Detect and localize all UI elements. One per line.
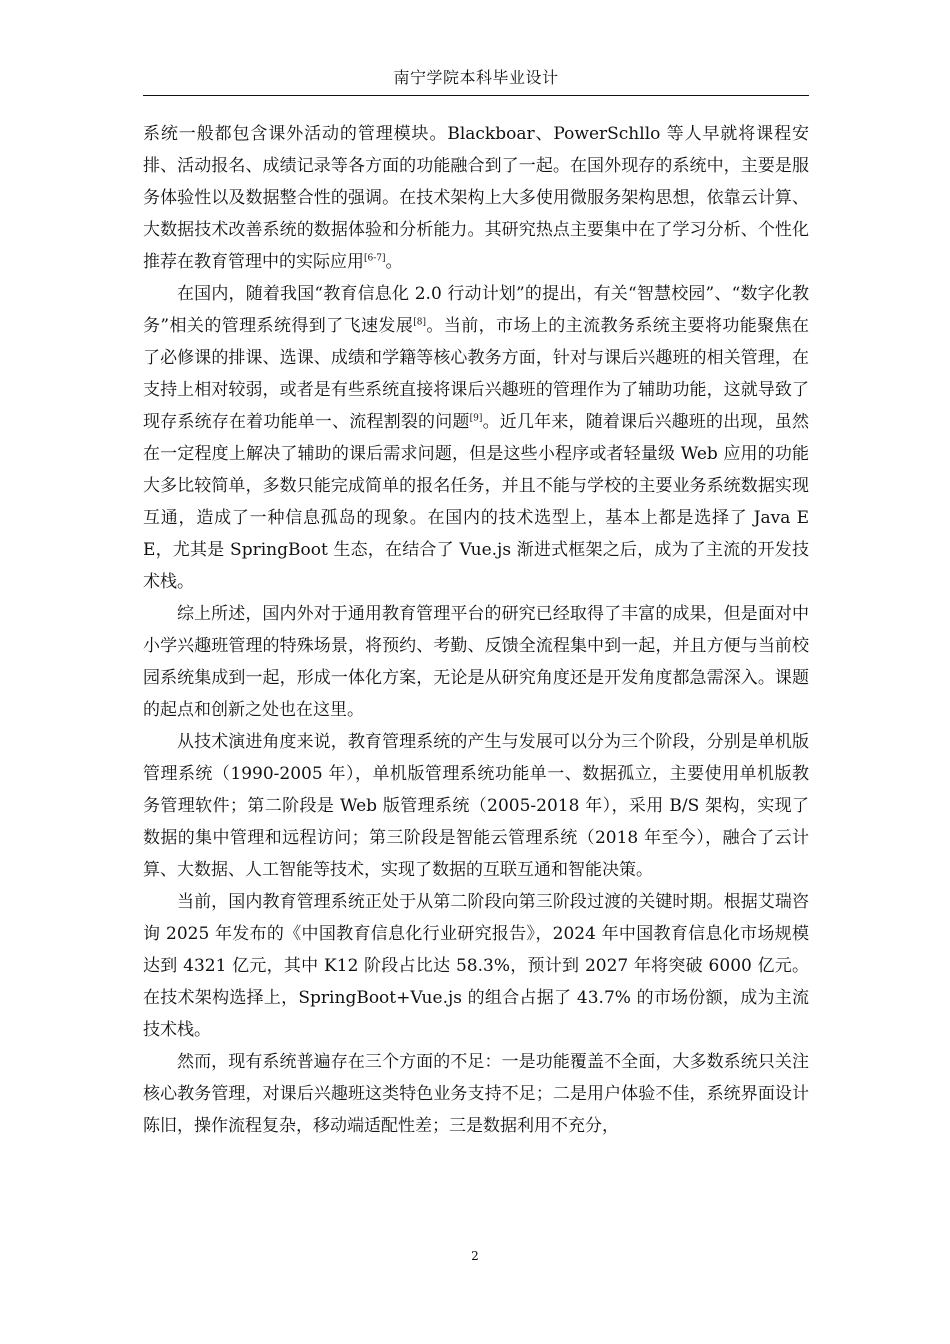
paragraph-text: 系统一般都包含课外活动的管理模块。Blackboar、PowerSchllo 等人早就将课程安排、活动报名、成绩记录等各方面的功能融合到了一起。在国外现存的系统中，主要是服务体验性以及数据整合性的强调。在技术架构上大多使用微服务架构思想，依靠云计算、大数据技术改善系统的数据体验和分析能力。其研究热点主要集中在了学习分析、个性化推荐在教育管理中的实际应用 xyxy=(143,124,809,272)
paragraph-text: 。近几年来，随着课后兴趣班的出现，虽然在一定程度上解决了辅助的课后需求问题，但是这些小程序或者轻量级 Web 应用的功能大多比较简单，多数只能完成简单的报名任务，并且不能与学校的主要业务系统数据实现互通，造成了一种信息孤岛的现象。在国内的技术选型上，基本上都是选择了 Java EE，尤其是 SpringBoot 生态，在结合了 Vue.js 渐进式框架之后，成为了主流的开发技术栈。 xyxy=(143,412,809,592)
paragraph-text: 。 xyxy=(385,252,403,272)
paragraph xyxy=(143,118,809,278)
citation-ref: [8] xyxy=(413,317,426,328)
paragraph xyxy=(143,1046,809,1142)
citation-ref: [9] xyxy=(469,413,483,424)
paragraph-text: 当前，国内教育管理系统正处于从第二阶段向第三阶段过渡的关键时期。根据艾瑞咨询 2025 年发布的《中国教育信息化行业研究报告》，2024 年中国教育信息化市场规模达到 4321 亿元，其中 K12 阶段占比达 58.3%，预计到 2027 年将突破 6000 亿元。在技术架构选择上，SpringBoot+Vue.js 的组合占据了 43.7% 的市场份额，成为主流技术栈。 xyxy=(143,892,809,1040)
paragraph-text: 。当前，市场上的主流教务系统主要将功能聚焦在了必修课的排课、选课、成绩和学籍等核心教务方面，针对与课后兴趣班的相关管理，在支持上相对较弱，或者是有些系统直接将课后兴趣班的管理作为了辅助功能，这就导致了现存系统存在着功能单一、流程割裂的问题 xyxy=(143,316,809,432)
paragraph-text: 从技术演进角度来说，教育管理系统的产生与发展可以分为三个阶段，分别是单机版管理系统（1990-2005 年），单机版管理系统功能单一、数据孤立，主要使用单机版教务管理软件；第二阶段是 Web 版管理系统（2005-2018 年），采用 B/S 架构，实现了数据的集中管理和远程访问；第三阶段是智能云管理系统（2018 年至今），融合了云计算、大数据、人工智能等技术，实现了数据的互联互通和智能决策。 xyxy=(143,732,809,880)
paragraph-text: 然而，现有系统普遍存在三个方面的不足：一是功能覆盖不全面，大多数系统只关注核心教务管理，对课后兴趣班这类特色业务支持不足；二是用户体验不佳，系统界面设计陈旧，操作流程复杂，移动端适配性差；三是数据利用不充分， xyxy=(143,1052,809,1136)
header-rule xyxy=(143,95,809,96)
paragraph-text: 在国内，随着我国“教育信息化 2.0 行动计划”的提出，有关“智慧校园”、“数字化教务”相关的管理系统得到了飞速发展 xyxy=(143,284,809,336)
paragraph xyxy=(143,598,809,726)
paragraph xyxy=(143,278,809,598)
page-number: 2 xyxy=(471,1249,479,1263)
citation-ref: [6-7] xyxy=(364,253,386,264)
paragraph xyxy=(143,726,809,886)
page-header: 南宁学院本科毕业设计 xyxy=(393,68,559,87)
body-text xyxy=(143,118,809,1142)
paragraph xyxy=(143,886,809,1046)
paragraph-text: 综上所述，国内外对于通用教育管理平台的研究已经取得了丰富的成果，但是面对中小学兴趣班管理的特殊场景，将预约、考勤、反馈全流程集中到一起，并且方便与当前校园系统集成到一起，形成一体化方案，无论是从研究角度还是开发角度都急需深入。课题的起点和创新之处也在这里。 xyxy=(143,604,809,720)
